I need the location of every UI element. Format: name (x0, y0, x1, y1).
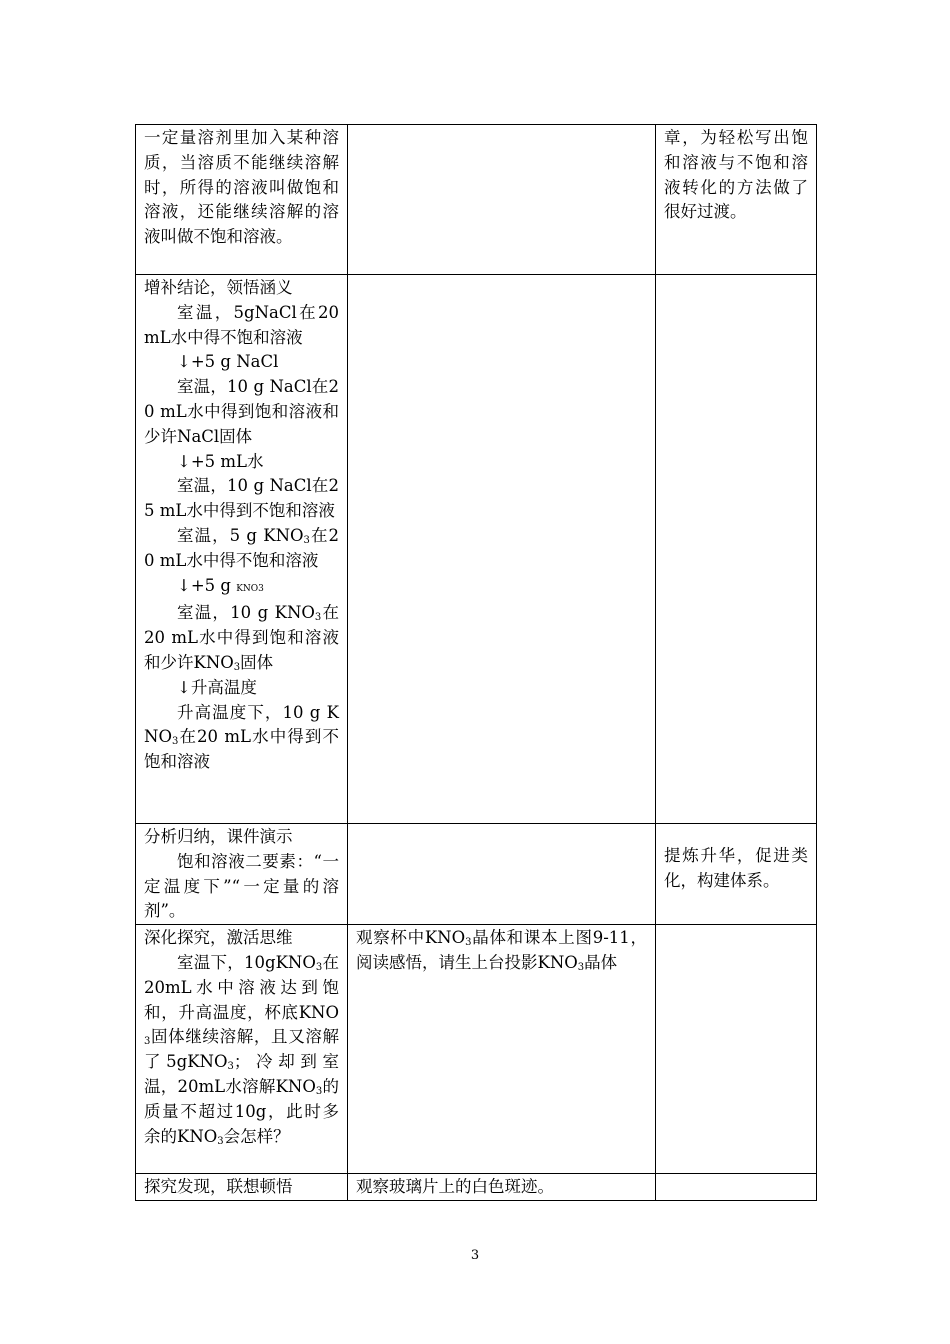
cell-design-intent: 章，为轻松写出饱和溶液与不饱和溶液转化的方法做了很好过渡。 (656, 125, 817, 275)
arrow-step: ↓+5 g KNO3 (177, 575, 264, 595)
cell-student (348, 824, 656, 925)
body-text: 室温下，10gKNO$_3$在20mL水中溶液达到饱和，升高温度，杯底$KNO_3$固体继续溶解，且又溶解了5gKNO$_3$；冷却到室温，20mL水溶解$KNO_3$的质量不超过10g，此时多余的$KNO_3$会怎样？ (144, 952, 340, 1147)
table-row (136, 275, 817, 824)
section-heading: 深化探究，激活思维 (144, 928, 293, 948)
table-row (136, 1174, 817, 1201)
cell-student (348, 125, 656, 275)
cell-student (348, 275, 656, 824)
lesson-table (135, 124, 817, 1201)
arrow-step: ↓+5 mL水 (177, 451, 264, 471)
page-number: 3 (470, 1248, 480, 1263)
cell-activity (136, 824, 348, 925)
cell-student: 观察杯中$KNO_3$晶体和课本上图9-11，阅读感悟，请生上台投影$KNO_3$晶体 (348, 925, 656, 1174)
table-row (136, 125, 817, 275)
step-text: 室温，10 g NaCl在25 mL水中得到不饱和溶液 (144, 476, 339, 521)
section-heading: 分析归纳，课件演示 (144, 827, 293, 846)
cell-activity (136, 275, 348, 824)
arrow-step: ↓升高温度 (177, 677, 257, 697)
arrow-step: ↓+5 g NaCl (177, 352, 279, 372)
cell-design-intent (656, 1174, 817, 1201)
cell-design-intent (656, 275, 817, 824)
cell-student: 观察玻璃片上的白色斑迹。 (348, 1174, 656, 1201)
cell-activity (136, 925, 348, 1174)
cell-design-intent: 提炼升华，促进类化，构建体系。 (656, 824, 817, 925)
cell-activity: 一定量溶剂里加入某种溶质，当溶质不能继续溶解时，所得的溶液叫做饱和溶液，还能继续溶解的溶液叫做不饱和溶液。 (136, 125, 348, 275)
table-row (136, 925, 817, 1174)
section-heading: 增补结论，领悟涵义 (144, 278, 293, 297)
cell-activity: 探究发现，联想顿悟 (136, 1174, 348, 1201)
step-text: 室温，10 g $KNO_3$在20 mL水中得到饱和溶液和少许$KNO_3$固体 (144, 603, 340, 673)
body-text: 饱和溶液二要素：“一定温度下”“一定量的溶剂”。 (144, 851, 339, 921)
step-text: 室温，5gNaCl在20 mL水中得不饱和溶液 (144, 302, 339, 347)
cell-design-intent (656, 925, 817, 1174)
table-row (136, 824, 817, 925)
step-text: 室温，10 g NaCl在20 mL水中得到饱和溶液和少许NaCl固体 (144, 377, 339, 446)
step-text: 室温，5 g $KNO_3$在20 mL水中得不饱和溶液 (144, 525, 340, 570)
step-text: 升高温度下，10 g $KNO_3$在20 mL水中得到不饱和溶液 (144, 702, 339, 772)
